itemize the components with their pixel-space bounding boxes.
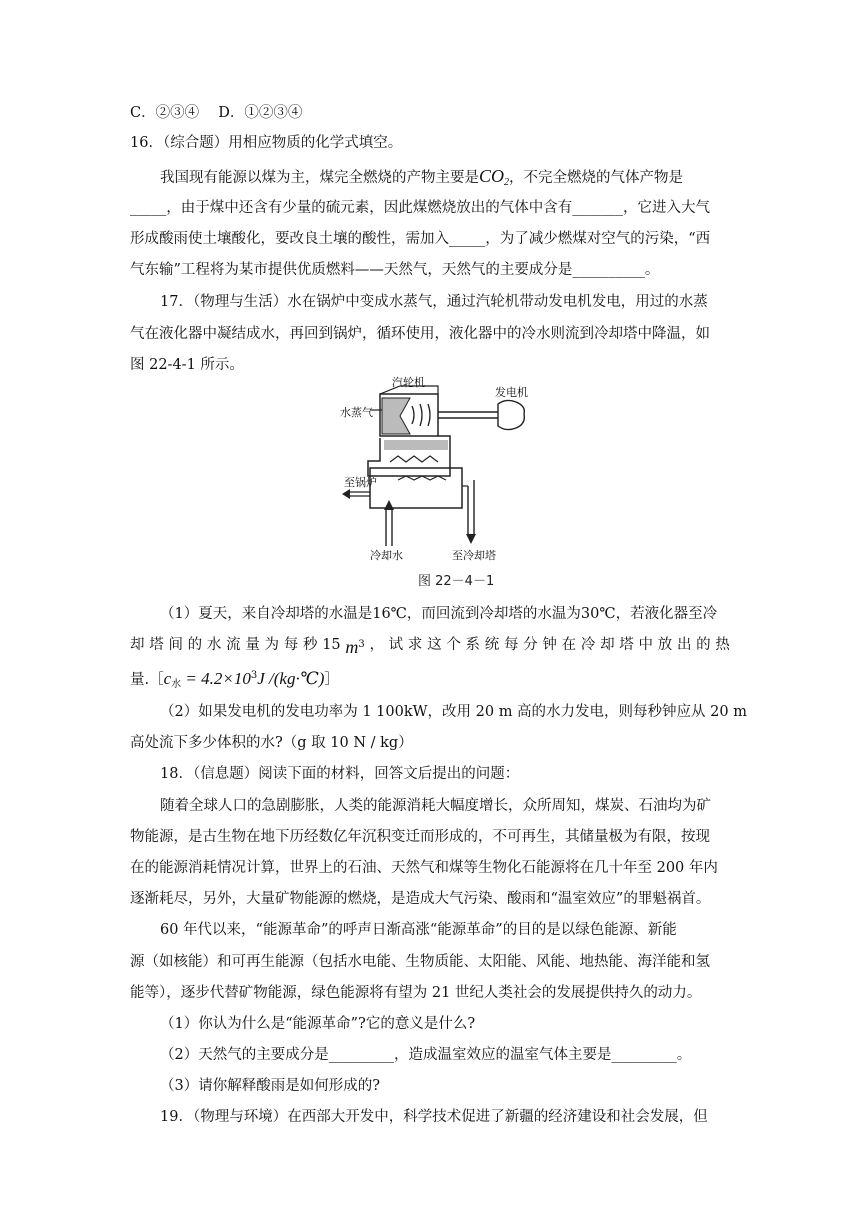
question-16-title: 16．（综合题）用相应物质的化学式填空。 <box>130 135 403 151</box>
question-17-text-1: 气在液化器中凝结成水，再回到锅炉，循环使用，液化器中的冷水则流到冷却塔中降温，如 <box>130 326 710 342</box>
reading-para-1-line-1: 随着全球人口的急剧膨胀，人类的能源消耗大幅度增长，众所周知，煤炭、石油均为矿 <box>160 798 711 814</box>
reading-para-1-line-3: 在的能源消耗情况计算，世界上的石油、天然气和煤等生物化石能源将在几十年至 200 年内 <box>130 860 718 876</box>
question-17-text-2: 图 22-4-1 所示。 <box>130 357 244 373</box>
cooling-water-label: 冷却水 <box>370 549 403 562</box>
question-16-text-4: 气东输”工程将为某市提供优质燃料——天然气，天然气的主要成分是__________。 <box>130 262 660 278</box>
reading-para-2-line-3: 能等），逐步代替矿物能源，绿色能源将有望为 21 世纪人类社会的发展提供持久的动力。 <box>130 985 702 1001</box>
question-18-part-2: （2）天然气的主要成分是_________，造成温室效应的温室气体主要是_________。 <box>160 1047 692 1063</box>
question-16-text-2: _____，由于煤中还含有少量的硫元素，因此煤燃烧放出的气体中含有_______，它进入大气 <box>130 200 710 216</box>
question-17-part-2-cont: 高处流下多少体积的水?（g 取 10 N / kg） <box>130 735 413 751</box>
question-16-text-1: 我国现有能源以煤为主，煤完全燃烧的产物主要是$CO_2$，不完全燃烧的气体产物是 <box>160 166 684 188</box>
question-17-part-1-cont: 却 塔 间 的 水 流 量 为 每 秒 15 $m^3$ ， 试 求 这 个 系 统 每 分 钟 在 冷 却 塔 中 放 出 的 热 <box>130 637 730 657</box>
question-18-part-1: （1）你认为什么是“能源革命”?它的意义是什么? <box>160 1016 476 1032</box>
question-16-text-3: 形成酸雨使土壤酸化，要改良土壤的酸性，需加入_____，为了减少燃煤对空气的污染，“西 <box>130 231 711 247</box>
to-tower-label: 至冷却塔 <box>452 549 496 562</box>
to-boiler-label: 至锅炉 <box>344 476 377 489</box>
figure-caption: 图 22－4－1 <box>418 574 495 589</box>
steam-label: 水蒸气 <box>340 406 373 419</box>
reading-para-2-line-1: 60 年代以来，“能源革命”的呼声日渐高涨“能源革命”的目的是以绿色能源、新能 <box>160 922 677 938</box>
power-plant-figure <box>340 376 540 571</box>
generator-label: 发电机 <box>495 386 528 399</box>
question-17-part-2: （2）如果发电机的发电功率为 1 100kW，改用 20 m 高的水力发电，则每秒钟应从 20 m <box>160 704 747 720</box>
question-18-title: 18．（信息题）阅读下面的材料，回答文后提出的问题： <box>160 766 520 782</box>
question-17-part-1: （1）夏天，来自冷却塔的水温是16℃，而回流到冷却塔的水温为30℃，若液化器至冷 <box>160 606 718 622</box>
reading-para-2-line-2: 源（如核能）和可再生能源（包括水电能、生物质能、太阳能、风能、地热能、海洋能和氢 <box>130 954 710 970</box>
reading-para-1-line-2: 物能源，是古生物在地下历经数亿年沉积变迁而形成的，不可再生，其储量极为有限，按现 <box>130 829 710 845</box>
question-19-title: 19．（物理与环境）在西部大开发中，科学技术促进了新疆的经济建设和社会发展，但 <box>160 1109 708 1125</box>
question-17-title: 17．（物理与生活）水在锅炉中变成水蒸气，通过汽轮机带动发电机发电，用过的水蒸 <box>160 294 708 310</box>
options-line: C．②③④ D．①②③④ <box>130 105 303 121</box>
reading-para-1-line-4: 逐渐耗尽，另外，大量矿物能源的燃烧，是造成大气污染、酸雨和“温室效应”的罪魁祸首。 <box>130 891 711 907</box>
turbine-label: 汽轮机 <box>392 376 425 389</box>
question-18-part-3: （3）请你解释酸雨是如何形成的? <box>160 1078 380 1094</box>
specific-heat-line: 量$.[c_水 = 4.2\times 10^3J$ /(kg·℃)］ <box>130 669 339 690</box>
